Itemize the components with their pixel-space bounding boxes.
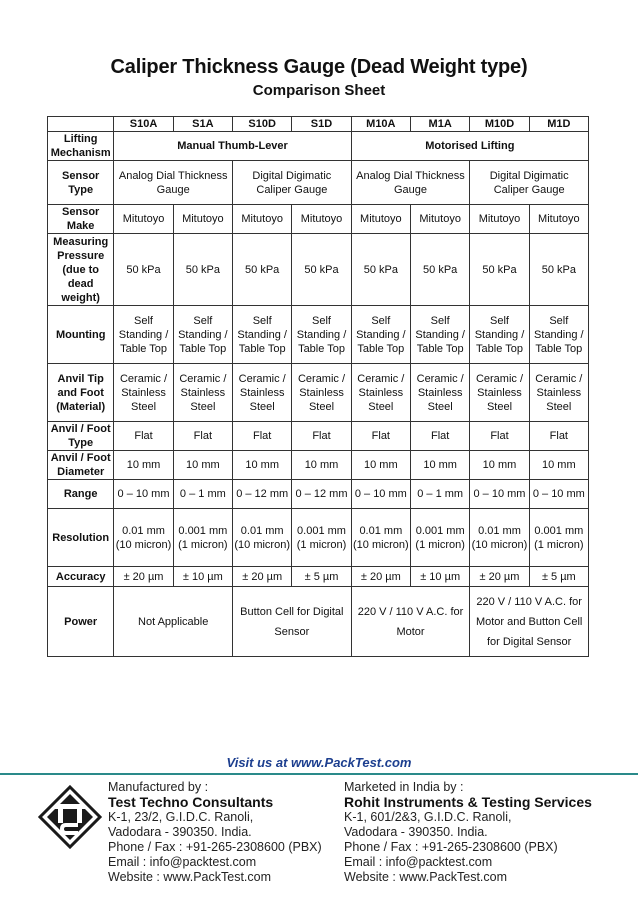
table-cell: Self Standing / Table Top xyxy=(114,306,173,364)
row-anvil-diameter xyxy=(48,451,589,480)
row-label: Mounting xyxy=(48,306,114,364)
row-anvil-type xyxy=(48,422,589,451)
cell-power-button-cell: Button Cell for Digital Sensor xyxy=(233,587,352,657)
table-cell: Self Standing / Table Top xyxy=(233,306,292,364)
table-cell: 0 – 10 mm xyxy=(529,480,588,509)
table-cell: 10 mm xyxy=(411,451,470,480)
ttc-logo-icon xyxy=(38,785,102,849)
table-cell: Ceramic / Stainless Steel xyxy=(470,364,529,422)
header-row xyxy=(48,117,589,132)
table-cell: Flat xyxy=(292,422,351,451)
row-resolution xyxy=(48,509,589,567)
manufacturer-heading: Manufactured by : xyxy=(108,780,209,794)
row-accuracy xyxy=(48,567,589,587)
table-cell: 10 mm xyxy=(351,451,410,480)
table-cell: 0.01 mm (10 micron) xyxy=(351,509,410,567)
table-cell: ± 10 µm xyxy=(173,567,232,587)
table-cell: Self Standing / Table Top xyxy=(529,306,588,364)
manufacturer-address: Vadodara - 390350. India. xyxy=(108,825,252,839)
row-power xyxy=(48,587,589,657)
table-cell: Ceramic / Stainless Steel xyxy=(233,364,292,422)
table-cell: 0.001 mm (1 micron) xyxy=(292,509,351,567)
marketer-block xyxy=(344,780,592,885)
cell-sensor-digital: Digital Digimatic Caliper Gauge xyxy=(233,161,352,205)
marketer-heading: Marketed in India by : xyxy=(344,780,464,794)
cell-sensor-analog: Analog Dial Thickness Gauge xyxy=(114,161,233,205)
comparison-table xyxy=(47,116,589,657)
table-cell: ± 10 µm xyxy=(411,567,470,587)
footer-divider xyxy=(0,773,638,775)
manufacturer-company: Test Techno Consultants xyxy=(108,794,274,810)
table-cell: Ceramic / Stainless Steel xyxy=(529,364,588,422)
table-cell: 0 – 10 mm xyxy=(114,480,173,509)
cell-power-ac-motor: 220 V / 110 V A.C. for Motor xyxy=(351,587,470,657)
cell-manual-lifting: Manual Thumb-Lever xyxy=(114,132,351,161)
row-label: Anvil / Foot Diameter xyxy=(48,451,114,480)
table-cell: 0.001 mm (1 micron) xyxy=(173,509,232,567)
table-cell: 10 mm xyxy=(233,451,292,480)
column-header: M1A xyxy=(411,117,470,132)
row-sensor-make xyxy=(48,205,589,234)
table-cell: Self Standing / Table Top xyxy=(411,306,470,364)
table-cell: 50 kPa xyxy=(173,234,232,306)
table-cell: ± 20 µm xyxy=(233,567,292,587)
table-cell: Mitutoyo xyxy=(114,205,173,234)
website-banner[interactable]: Visit us at www.PackTest.com xyxy=(226,755,412,770)
cell-sensor-analog: Analog Dial Thickness Gauge xyxy=(351,161,470,205)
table-cell: Flat xyxy=(529,422,588,451)
manufacturer-block xyxy=(108,780,322,885)
table-cell: Mitutoyo xyxy=(233,205,292,234)
row-label: Anvil Tip and Foot (Material) xyxy=(48,364,114,422)
table-cell: Self Standing / Table Top xyxy=(292,306,351,364)
table-cell: 10 mm xyxy=(529,451,588,480)
table-cell: Ceramic / Stainless Steel xyxy=(351,364,410,422)
row-anvil-tip xyxy=(48,364,589,422)
cell-sensor-digital: Digital Digimatic Caliper Gauge xyxy=(470,161,589,205)
table-cell: 0.001 mm (1 micron) xyxy=(529,509,588,567)
marketer-company: Rohit Instruments & Testing Services xyxy=(344,794,592,810)
table-cell: ± 20 µm xyxy=(470,567,529,587)
table-cell: Flat xyxy=(351,422,410,451)
table-cell: ± 5 µm xyxy=(292,567,351,587)
table-cell: Mitutoyo xyxy=(351,205,410,234)
table-cell: Mitutoyo xyxy=(411,205,470,234)
row-label: Resolution xyxy=(48,509,114,567)
row-label: Accuracy xyxy=(48,567,114,587)
manufacturer-address: K-1, 23/2, G.I.D.C. Ranoli, xyxy=(108,810,254,824)
table-cell: 50 kPa xyxy=(351,234,410,306)
row-lifting xyxy=(48,132,589,161)
row-label: Lifting Mechanism xyxy=(48,132,114,161)
table-cell: 0 – 12 mm xyxy=(233,480,292,509)
column-header: M10A xyxy=(351,117,410,132)
table-cell: 0.01 mm (10 micron) xyxy=(470,509,529,567)
table-cell: ± 20 µm xyxy=(114,567,173,587)
table-cell: 10 mm xyxy=(114,451,173,480)
row-label: Measuring Pressure (due to dead weight) xyxy=(48,234,114,306)
table-cell: Ceramic / Stainless Steel xyxy=(411,364,470,422)
table-cell: Ceramic / Stainless Steel xyxy=(114,364,173,422)
row-mounting xyxy=(48,306,589,364)
table-cell: 0 – 10 mm xyxy=(351,480,410,509)
table-cell: 50 kPa xyxy=(233,234,292,306)
marketer-phone: Phone / Fax : +91-265-2308600 (PBX) xyxy=(344,840,558,854)
document-title: Caliper Thickness Gauge (Dead Weight type) xyxy=(110,56,528,78)
marketer-website[interactable]: Website : www.PackTest.com xyxy=(344,870,508,884)
row-pressure xyxy=(48,234,589,306)
table-cell: Flat xyxy=(233,422,292,451)
row-sensor-type xyxy=(48,161,589,205)
table-cell: 0.001 mm (1 micron) xyxy=(411,509,470,567)
table-cell: ± 20 µm xyxy=(351,567,410,587)
column-header: M1D xyxy=(529,117,588,132)
table-cell: 10 mm xyxy=(173,451,232,480)
column-header: S1A xyxy=(173,117,232,132)
table-cell: 10 mm xyxy=(470,451,529,480)
table-cell: 50 kPa xyxy=(411,234,470,306)
table-cell: Self Standing / Table Top xyxy=(173,306,232,364)
table-cell: Self Standing / Table Top xyxy=(351,306,410,364)
row-label: Sensor Make xyxy=(48,205,114,234)
table-cell: 50 kPa xyxy=(292,234,351,306)
row-label: Power xyxy=(48,587,114,657)
table-cell: Mitutoyo xyxy=(470,205,529,234)
row-label: Range xyxy=(48,480,114,509)
table-cell: 0 – 12 mm xyxy=(292,480,351,509)
table-cell: 0 – 1 mm xyxy=(411,480,470,509)
row-range xyxy=(48,480,589,509)
table-cell: 0.01 mm (10 micron) xyxy=(233,509,292,567)
table-cell: Self Standing / Table Top xyxy=(470,306,529,364)
table-cell: Mitutoyo xyxy=(292,205,351,234)
column-header: M10D xyxy=(470,117,529,132)
column-header: S1D xyxy=(292,117,351,132)
row-label: Anvil / Foot Type xyxy=(48,422,114,451)
table-cell: Ceramic / Stainless Steel xyxy=(292,364,351,422)
table-cell: Mitutoyo xyxy=(529,205,588,234)
table-cell: ± 5 µm xyxy=(529,567,588,587)
table-cell: 10 mm xyxy=(292,451,351,480)
table-cell: Flat xyxy=(411,422,470,451)
column-header: S10A xyxy=(114,117,173,132)
cell-power-ac-motor-button: 220 V / 110 V A.C. for Motor and Button Cell for Digital Sensor xyxy=(470,587,589,657)
corner-cell xyxy=(48,117,114,132)
manufacturer-email[interactable]: Email : info@packtest.com xyxy=(108,855,257,869)
marketer-address: K-1, 601/2&3, G.I.D.C. Ranoli, xyxy=(344,810,512,824)
table-cell: 50 kPa xyxy=(529,234,588,306)
manufacturer-phone: Phone / Fax : +91-265-2308600 (PBX) xyxy=(108,840,322,854)
table-cell: 0.01 mm (10 micron) xyxy=(114,509,173,567)
marketer-address: Vadodara - 390350. India. xyxy=(344,825,488,839)
table-cell: Mitutoyo xyxy=(173,205,232,234)
manufacturer-website[interactable]: Website : www.PackTest.com xyxy=(108,870,272,884)
column-header: S10D xyxy=(233,117,292,132)
table-cell: Ceramic / Stainless Steel xyxy=(173,364,232,422)
cell-power-na: Not Applicable xyxy=(114,587,233,657)
table-cell: 0 – 10 mm xyxy=(470,480,529,509)
table-cell: Flat xyxy=(173,422,232,451)
table-cell: Flat xyxy=(470,422,529,451)
table-cell: 50 kPa xyxy=(470,234,529,306)
table-cell: Flat xyxy=(114,422,173,451)
cell-motorised-lifting: Motorised Lifting xyxy=(351,132,588,161)
table-cell: 50 kPa xyxy=(114,234,173,306)
table-cell: 0 – 1 mm xyxy=(173,480,232,509)
marketer-email[interactable]: Email : info@packtest.com xyxy=(344,855,493,869)
document-subtitle: Comparison Sheet xyxy=(252,82,386,99)
row-label: Sensor Type xyxy=(48,161,114,205)
